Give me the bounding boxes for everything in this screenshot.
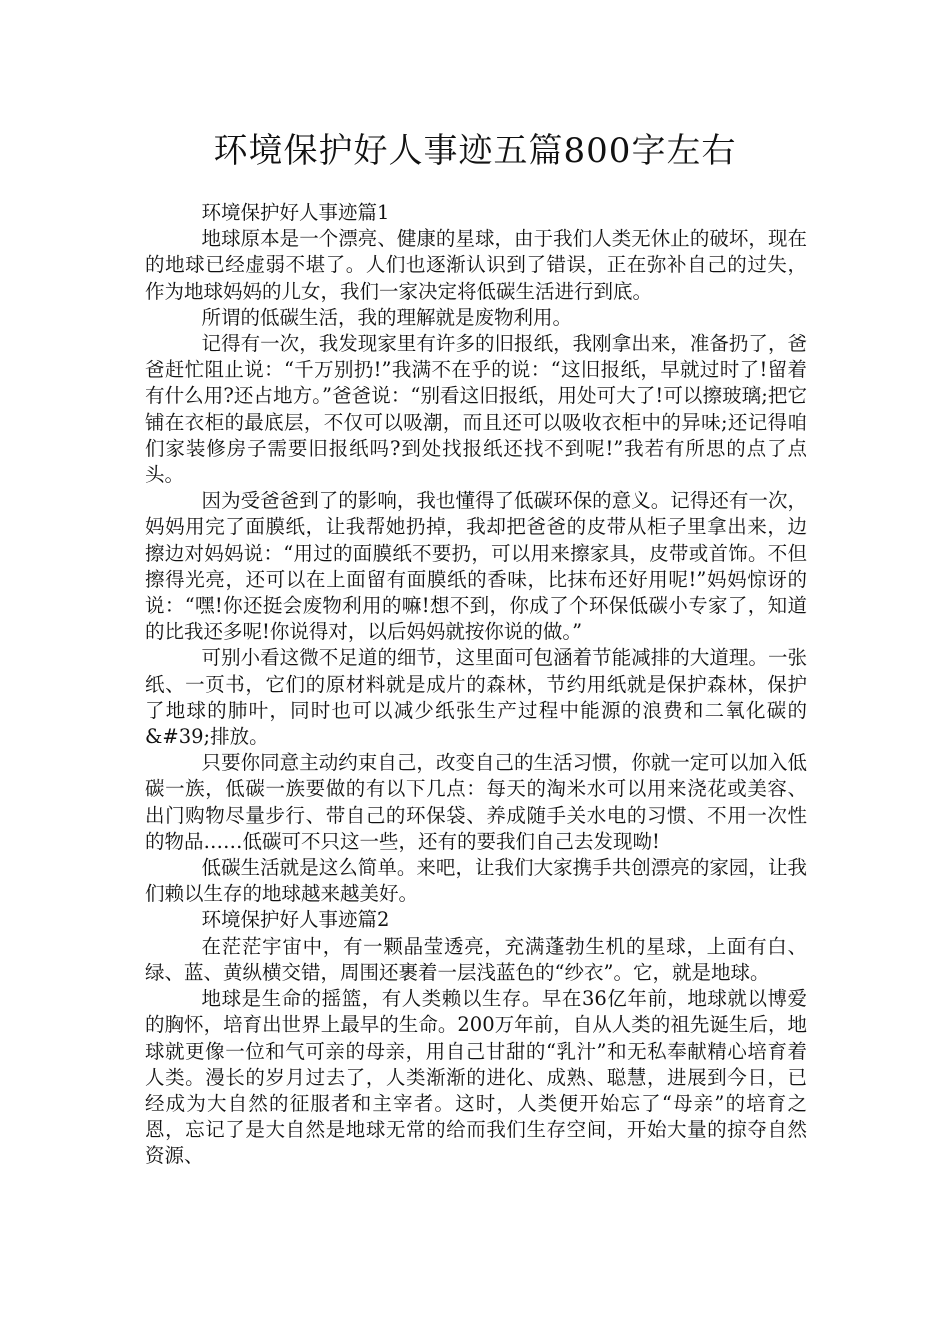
paragraph: 因为受爸爸到了的影响，我也懂得了低碳环保的意义。记得还有一次，妈妈用完了面膜纸，让我帮她扔掉，我却把爸爸的皮带从柜子里拿出来，边擦边对妈妈说：“用过的面膜纸不要扔，可以用来擦家具，皮带或首饰。不但擦得光亮，还可以在上面留有面膜纸的香味，比抹布还好用呢!”妈妈惊讶的说：“嘿!你还挺会废物利用的嘛!想不到，你成了个环保低碳小专家了，知道的比我还多呢!你说得对，以后妈妈就按你说的做。” [145,489,807,644]
paragraph: 所谓的低碳生活，我的理解就是废物利用。 [201,305,573,329]
section-heading: 环境保护好人事迹篇2 [201,908,390,932]
paragraph: 记得有一次，我发现家里有许多的旧报纸，我刚拿出来，准备扔了，爸爸赶忙阻止说：“千万别扔!”我满不在乎的说：“这旧报纸，早就过时了!留着有什么用?还占地方。”爸爸说：“别看这旧报纸，用处可大了!可以擦玻璃;把它铺在衣柜的最底层，不仅可以吸潮，而且还可以吸收衣柜中的异味;还记得咱们家装修房子需要旧报纸吗?到处找报纸还找不到呢!”我若有所思的点了点头。 [145,332,807,487]
section-heading: 环境保护好人事迹篇1 [201,201,390,224]
paragraph: 低碳生活就是这么简单。来吧，让我们大家携手共创漂亮的家园，让我们赖以生存的地球越来越美好。 [145,856,807,906]
paragraph: 地球原本是一个漂亮、健康的星球，由于我们人类无休止的破坏，现在的地球已经虚弱不堪了。人们也逐渐认识到了错误，正在弥补自己的过失，作为地球妈妈的儿女，我们一家决定将低碳生活进行到底。 [145,227,807,303]
document-title: 环境保护好人事迹五篇800字左右 [213,131,737,171]
paragraph: 只要你同意主动约束自己，改变自己的生活习惯，你就一定可以加入低碳一族，低碳一族要做的有以下几点：每天的淘米水可以用来浇花或美容、出门购物尽量步行、带自己的环保袋、养成随手关水电的习惯、不用一次性的物品……低碳可不只这一些，还有的要我们自己去发现呦! [145,751,807,853]
document-body [145,200,807,1170]
paragraph: 可别小看这微不足道的细节，这里面可包涵着节能减排的大道理。一张纸、一页书，它们的原材料就是成片的森林，节约用纸就是保护森林，保护了地球的肺叶，同时也可以减少纸张生产过程中能源的浪费和二氧化碳的&#39;排放。 [145,646,807,749]
paragraph: 在茫茫宇宙中，有一颗晶莹透亮，充满蓬勃生机的星球，上面有白、绿、蓝、黄纵横交错，周围还裹着一层浅蓝色的“纱衣”。它，就是地球。 [145,934,807,984]
paragraph: 地球是生命的摇篮，有人类赖以生存。早在36亿年前，地球就以博爱的胸怀，培育出世界上最早的生命。200万年前，自从人类的祖先诞生后，地球就更像一位和气可亲的母亲，用自己甘甜的“乳汁”和无私奉献精心培育着人类。漫长的岁月过去了，人类渐渐的进化、成熟、聪慧，进展到今日，已经成为大自然的征服者和主宰者。这时，人类便开始忘了“母亲”的培育之恩，忘记了是大自然是地球无常的给而我们生存空间，开始大量的掠夺自然资源、 [145,987,807,1168]
